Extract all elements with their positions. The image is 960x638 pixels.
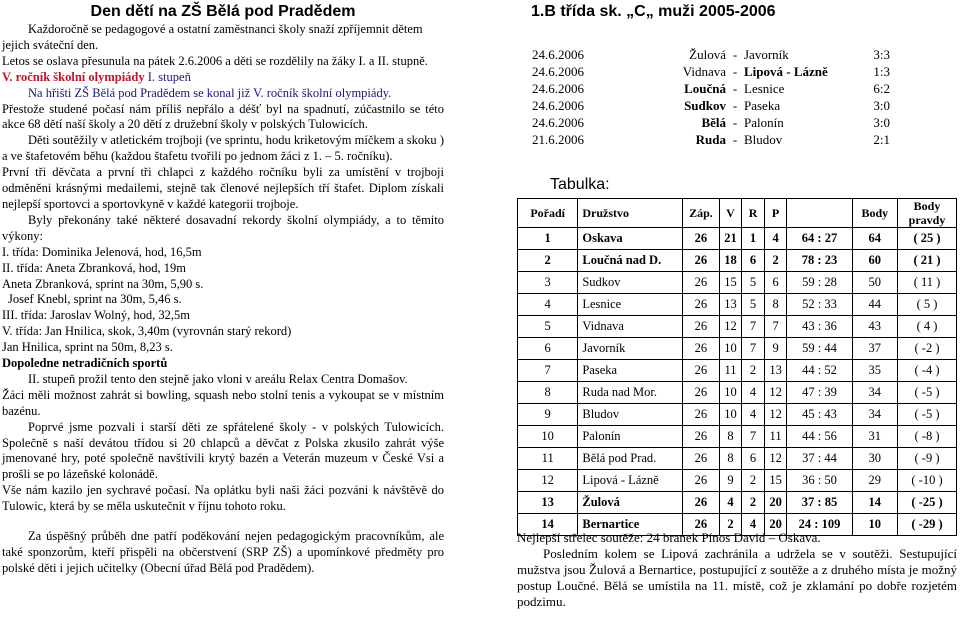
record-item: Josef Knebl, sprint na 30m, 5,46 s.	[8, 292, 182, 307]
result-row	[532, 97, 890, 114]
result-home: Bělá	[701, 115, 726, 130]
cell-team: Ruda nad Mor.	[578, 382, 683, 404]
cell-rank: 4	[518, 294, 578, 316]
score-separator: :	[814, 473, 825, 487]
result-score: 2:1	[873, 132, 890, 147]
cell-rank: 12	[518, 470, 578, 492]
goals-against: 85	[824, 495, 838, 509]
result-date: 24.6.2006	[532, 64, 584, 79]
cell-points: 50	[852, 272, 897, 294]
cell-team: Bělá pod Prad.	[578, 448, 683, 470]
cell-draws: 5	[742, 272, 764, 294]
cell-score	[787, 338, 852, 360]
cell-draws: 2	[742, 470, 764, 492]
cell-losses: 20	[764, 514, 787, 536]
result-dash: -	[732, 64, 738, 79]
cell-bonus: ( -9 )	[898, 448, 957, 470]
cell-score	[787, 250, 852, 272]
result-score: 3:0	[873, 98, 890, 113]
olympiad-stage: I. stupeň	[144, 69, 191, 84]
goals-against: 33	[824, 297, 837, 311]
goals-for: 24	[798, 517, 812, 531]
cell-rank: 14	[518, 514, 578, 536]
cell-points: 37	[852, 338, 897, 360]
cell-points: 29	[852, 470, 897, 492]
cell-team: Javorník	[578, 338, 683, 360]
result-home: Žulová	[689, 47, 726, 62]
result-row	[532, 131, 890, 148]
cell-losses: 12	[764, 404, 787, 426]
cell-bonus: ( -4 )	[898, 360, 957, 382]
cell-losses: 6	[764, 272, 787, 294]
header-points: Body	[852, 199, 897, 228]
cell-rank: 7	[518, 360, 578, 382]
result-away: Paseka	[744, 98, 781, 113]
cell-team: Lesnice	[578, 294, 683, 316]
result-score: 3:0	[873, 115, 890, 130]
paragraph-thanks: Za úspěšný průběh dne patří poděkování nejen pedagogickým pracovníkům, ale také sponzorům, kteří přispěli na občerstvení (SRP ZŠ) a upomínkové předměty pro polské děti i jejich učitelky (Obecní úřad Bělá pod Pradědem).	[2, 529, 444, 575]
cell-points: 43	[852, 316, 897, 338]
cell-team: Palonín	[578, 426, 683, 448]
goals-for: 36	[802, 473, 815, 487]
header-played: Záp.	[683, 199, 719, 228]
cell-bonus: ( -5 )	[898, 382, 957, 404]
cell-losses: 2	[764, 250, 787, 272]
table-row	[518, 338, 957, 360]
paragraph-records-intro: Byly překonány také některé dosavadní rekordy školní olympiády, a to těmito výkony:	[2, 212, 444, 243]
score-separator: :	[814, 319, 825, 333]
cell-rank: 10	[518, 426, 578, 448]
cell-bonus: ( -29 )	[898, 514, 957, 536]
result-home: Vidnava	[682, 64, 726, 79]
cell-rank: 3	[518, 272, 578, 294]
article-title: Den dětí na ZŠ Bělá pod Pradědem	[90, 3, 356, 20]
cell-score	[787, 470, 852, 492]
cell-played: 26	[683, 382, 719, 404]
cell-wins: 12	[719, 316, 742, 338]
record-item: III. třída: Jaroslav Wolný, hod, 32,5m	[2, 308, 190, 323]
sports-column	[517, 2, 957, 609]
result-score: 6:2	[873, 81, 890, 96]
header-rank: Pořadí	[518, 199, 578, 228]
cell-bonus: ( -2 )	[898, 338, 957, 360]
cell-bonus: ( 5 )	[898, 294, 957, 316]
goals-against: 44	[824, 341, 837, 355]
table-header-row	[518, 199, 957, 228]
score-separator: :	[814, 363, 825, 377]
cell-team: Vidnava	[578, 316, 683, 338]
result-date: 24.6.2006	[532, 47, 584, 62]
cell-rank: 13	[518, 492, 578, 514]
notes	[517, 530, 957, 610]
cell-points: 35	[852, 360, 897, 382]
goals-against: 36	[824, 319, 837, 333]
goals-for: 37	[802, 451, 815, 465]
header-bonus: Body pravdy	[898, 199, 957, 228]
header-score	[787, 199, 852, 228]
cell-bonus: ( -10 )	[898, 470, 957, 492]
cell-team: Paseka	[578, 360, 683, 382]
cell-played: 26	[683, 426, 719, 448]
cell-team: Sudkov	[578, 272, 683, 294]
cell-points: 10	[852, 514, 897, 536]
cell-bonus: ( -5 )	[898, 404, 957, 426]
cell-score	[787, 294, 852, 316]
paragraph-weather: Přestože studené počasí nám příliš nepřálo a déšť byl na spadnutí, zúčastnilo se této akce 68 dětí naší školy a 20 dětí z družební školy v polských Tulowicích.	[2, 101, 444, 132]
cell-wins: 4	[719, 492, 742, 514]
result-row	[532, 80, 890, 97]
goals-against: 56	[824, 429, 837, 443]
paragraph-weather-invite: Vše nám kazilo jen sychravé počasí. Na oplátku byli naši žáci pozváni k návštěvě do Tulowic, která by se měla uskutečnit v říjnu tohoto roku.	[2, 483, 444, 514]
result-away: Palonín	[744, 115, 784, 130]
cell-score	[787, 448, 852, 470]
result-score: 3:3	[873, 47, 890, 62]
table-row	[518, 250, 957, 272]
cell-losses: 13	[764, 360, 787, 382]
cell-played: 26	[683, 514, 719, 536]
goals-for: 45	[802, 407, 815, 421]
cell-played: 26	[683, 404, 719, 426]
cell-bonus: ( 4 )	[898, 316, 957, 338]
result-dash: -	[732, 47, 738, 62]
cell-draws: 4	[742, 514, 764, 536]
cell-losses: 8	[764, 294, 787, 316]
cell-rank: 2	[518, 250, 578, 272]
sports-heading: Dopoledne netradičních sportů	[2, 356, 168, 371]
table-title: Tabulka:	[550, 176, 610, 193]
table-row	[518, 448, 957, 470]
goals-for: 44	[802, 363, 815, 377]
result-away: Bludov	[744, 132, 783, 147]
cell-wins: 11	[719, 360, 742, 382]
cell-wins: 10	[719, 338, 742, 360]
cell-wins: 13	[719, 294, 742, 316]
cell-draws: 5	[742, 294, 764, 316]
cell-score	[787, 404, 852, 426]
cell-points: 60	[852, 250, 897, 272]
cell-wins: 9	[719, 470, 742, 492]
record-item: Jan Hnilica, sprint na 50m, 8,23 s.	[2, 340, 173, 355]
goals-against: 23	[824, 253, 838, 267]
cell-draws: 2	[742, 360, 764, 382]
standings-table	[517, 198, 957, 536]
olympiad-title: V. ročník školní olympiády	[2, 69, 145, 84]
goals-for: 37	[801, 495, 815, 509]
result-date: 24.6.2006	[532, 98, 584, 113]
cell-bonus: ( -8 )	[898, 426, 957, 448]
score-separator: :	[814, 231, 825, 245]
table-row	[518, 360, 957, 382]
cell-played: 26	[683, 360, 719, 382]
goals-for: 47	[802, 385, 815, 399]
result-away: Lipová - Lázně	[744, 64, 828, 79]
record-item: I. třída: Dominika Jelenová, hod, 16,5m	[2, 244, 202, 259]
score-separator: :	[814, 275, 825, 289]
cell-rank: 5	[518, 316, 578, 338]
cell-draws: 7	[742, 316, 764, 338]
cell-points: 34	[852, 404, 897, 426]
olympiad-heading	[2, 70, 444, 86]
result-dash: -	[732, 98, 738, 113]
cell-team: Oskava	[578, 228, 683, 250]
cell-bonus: ( 21 )	[898, 250, 957, 272]
paragraph-disciplines: Děti soutěžily v atletickém trojboji (ve sprintu, hodu kriketovým míčkem a skoku ) a ve štafetovém běhu (každou štafetu tvořili po jednom žáci z 1. – 5. ročníku).	[2, 133, 444, 164]
table-row	[518, 426, 957, 448]
cell-losses: 11	[764, 426, 787, 448]
olympiad-text: Na hřišti ZŠ Bělá pod Pradědem se konal již V. ročník školní olympiády.	[28, 85, 392, 100]
cell-points: 30	[852, 448, 897, 470]
table-row	[518, 228, 957, 250]
header-losses: P	[764, 199, 787, 228]
cell-wins: 10	[719, 382, 742, 404]
cell-played: 26	[683, 492, 719, 514]
cell-losses: 12	[764, 382, 787, 404]
cell-rank: 1	[518, 228, 578, 250]
goals-for: 44	[802, 429, 815, 443]
cell-score	[787, 426, 852, 448]
goals-against: 50	[824, 473, 837, 487]
table-row	[518, 404, 957, 426]
table-row	[518, 294, 957, 316]
score-separator: :	[811, 517, 822, 531]
goals-against: 27	[824, 231, 838, 245]
result-date: 21.6.2006	[532, 132, 584, 147]
cell-played: 26	[683, 272, 719, 294]
result-date: 24.6.2006	[532, 81, 584, 96]
cell-rank: 8	[518, 382, 578, 404]
cell-wins: 8	[719, 426, 742, 448]
score-separator: :	[814, 385, 825, 399]
cell-played: 26	[683, 228, 719, 250]
cell-wins: 8	[719, 448, 742, 470]
result-dash: -	[732, 81, 738, 96]
goals-for: 64	[801, 231, 815, 245]
goals-against: 28	[824, 275, 837, 289]
cell-draws: 1	[742, 228, 764, 250]
cell-wins: 21	[719, 228, 742, 250]
cell-wins: 18	[719, 250, 742, 272]
goals-for: 78	[801, 253, 815, 267]
cell-points: 31	[852, 426, 897, 448]
cell-points: 14	[852, 492, 897, 514]
goals-against: 52	[824, 363, 837, 377]
result-date: 24.6.2006	[532, 115, 584, 130]
cell-team: Bludov	[578, 404, 683, 426]
cell-team: Bernartice	[578, 514, 683, 536]
result-away: Lesnice	[744, 81, 785, 96]
cell-draws: 4	[742, 404, 764, 426]
goals-for: 43	[802, 319, 815, 333]
paragraph-activities: Žáci měli možnost zahrát si bowling, squash nebo stolní tenis a vykoupat se v místním bazénu.	[2, 387, 444, 418]
header-wins: V	[719, 199, 742, 228]
cell-draws: 6	[742, 448, 764, 470]
cell-losses: 12	[764, 448, 787, 470]
result-row	[532, 46, 890, 63]
table-row	[518, 316, 957, 338]
record-item: II. třída: Aneta Zbranková, hod, 19m	[2, 260, 186, 275]
cell-score	[787, 228, 852, 250]
header-team: Družstvo	[578, 199, 683, 228]
cell-losses: 7	[764, 316, 787, 338]
goals-against: 39	[824, 385, 837, 399]
header-draws: R	[742, 199, 764, 228]
table-row	[518, 470, 957, 492]
result-home: Ruda	[695, 132, 726, 147]
result-away: Javorník	[744, 47, 789, 62]
table-row	[518, 492, 957, 514]
score-separator: :	[814, 297, 825, 311]
cell-draws: 4	[742, 382, 764, 404]
cell-losses: 9	[764, 338, 787, 360]
cell-played: 26	[683, 338, 719, 360]
cell-draws: 7	[742, 426, 764, 448]
goals-for: 59	[802, 341, 815, 355]
result-dash: -	[732, 115, 738, 130]
top-scorer: Nejlepší střelec soutěže: 24 branek Pínos David – Oskava.	[517, 530, 821, 545]
record-item: Aneta Zbranková, sprint na 30m, 5,90 s.	[2, 276, 204, 291]
paragraph-medals: První tři děvčata a první tři chlapci z každého ročníku byli za umístění v trojboji odměněni krásnými medailemi, stejně tak členové nejlepších tří štafet. Diplom získali nejlepší sportovci a sportovkyně v každé kategorii trojboje.	[2, 165, 444, 211]
goals-for: 52	[802, 297, 815, 311]
cell-points: 34	[852, 382, 897, 404]
cell-points: 64	[852, 228, 897, 250]
score-separator: :	[814, 407, 825, 421]
cell-played: 26	[683, 470, 719, 492]
cell-score	[787, 316, 852, 338]
result-row	[532, 114, 890, 131]
cell-team: Loučná nad D.	[578, 250, 683, 272]
result-home: Loučná	[684, 81, 726, 96]
cell-rank: 9	[518, 404, 578, 426]
cell-wins: 10	[719, 404, 742, 426]
result-dash: -	[732, 132, 738, 147]
goals-for: 59	[802, 275, 815, 289]
score-separator: :	[814, 341, 825, 355]
cell-team: Žulová	[578, 492, 683, 514]
result-row	[532, 63, 890, 80]
paragraph-relax: II. stupeň prožil tento den stejně jako vloni v areálu Relax Centra Domašov.	[28, 371, 408, 386]
result-score: 1:3	[873, 64, 890, 79]
league-title: 1.B třída sk. „C„ muži 2005-2006	[531, 3, 776, 20]
cell-score	[787, 272, 852, 294]
goals-against: 109	[821, 517, 841, 531]
cell-team: Lipová - Lázně	[578, 470, 683, 492]
score-separator: :	[814, 253, 825, 267]
cell-losses: 4	[764, 228, 787, 250]
score-separator: :	[814, 429, 825, 443]
paragraph-intro: Každoročně se pedagogové a ostatní zaměstnanci školy snaží zpříjemnit dětem jejich sváteční den.	[2, 22, 423, 52]
cell-score	[787, 382, 852, 404]
table-row	[518, 272, 957, 294]
paragraph-date: Letos se oslava přesunula na pátek 2.6.2006 a děti se rozdělily na žáky I. a II. stupně.	[2, 53, 428, 68]
cell-bonus: ( 25 )	[898, 228, 957, 250]
paragraph-polish-school: Poprvé jsme pozvali i starší děti ze spřátelené školy - v polských Tulowicích. Společně s naší devátou třídou si 20 chlapců a děvčat z Polska zkusilo zahrát výše jmenované hry, poté společně navštívili krytý bazén a Veterán muzeum v České Vsi a prošli se po lázeňské kolonádě.	[2, 419, 444, 482]
cell-played: 26	[683, 316, 719, 338]
article-column	[2, 2, 444, 577]
goals-against: 43	[824, 407, 837, 421]
cell-played: 26	[683, 448, 719, 470]
record-item: V. třída: Jan Hnilica, skok, 3,40m (vyrovnán starý rekord)	[2, 324, 292, 339]
results-list	[532, 46, 890, 148]
result-home: Sudkov	[684, 98, 726, 113]
cell-bonus: ( 11 )	[898, 272, 957, 294]
cell-losses: 15	[764, 470, 787, 492]
cell-losses: 20	[764, 492, 787, 514]
goals-against: 44	[824, 451, 837, 465]
cell-rank: 6	[518, 338, 578, 360]
cell-score	[787, 360, 852, 382]
cell-score	[787, 492, 852, 514]
cell-wins: 15	[719, 272, 742, 294]
cell-played: 26	[683, 250, 719, 272]
cell-rank: 11	[518, 448, 578, 470]
score-separator: :	[814, 495, 825, 509]
cell-played: 26	[683, 294, 719, 316]
cell-bonus: ( -25 )	[898, 492, 957, 514]
cell-draws: 7	[742, 338, 764, 360]
cell-points: 44	[852, 294, 897, 316]
score-separator: :	[814, 451, 825, 465]
cell-wins: 2	[719, 514, 742, 536]
season-summary: Posledním kolem se Lipová zachránila a udržela se v soutěži. Sestupující mužstva jsou Žulová a Bernartice, postupující z soutěže a z druhého místa je možný postup Loučné. Bělá se umístila na 11. místě, což je zklamání po dobře rozjetém podzimu.	[517, 546, 957, 609]
cell-draws: 6	[742, 250, 764, 272]
table-row	[518, 382, 957, 404]
cell-draws: 2	[742, 492, 764, 514]
